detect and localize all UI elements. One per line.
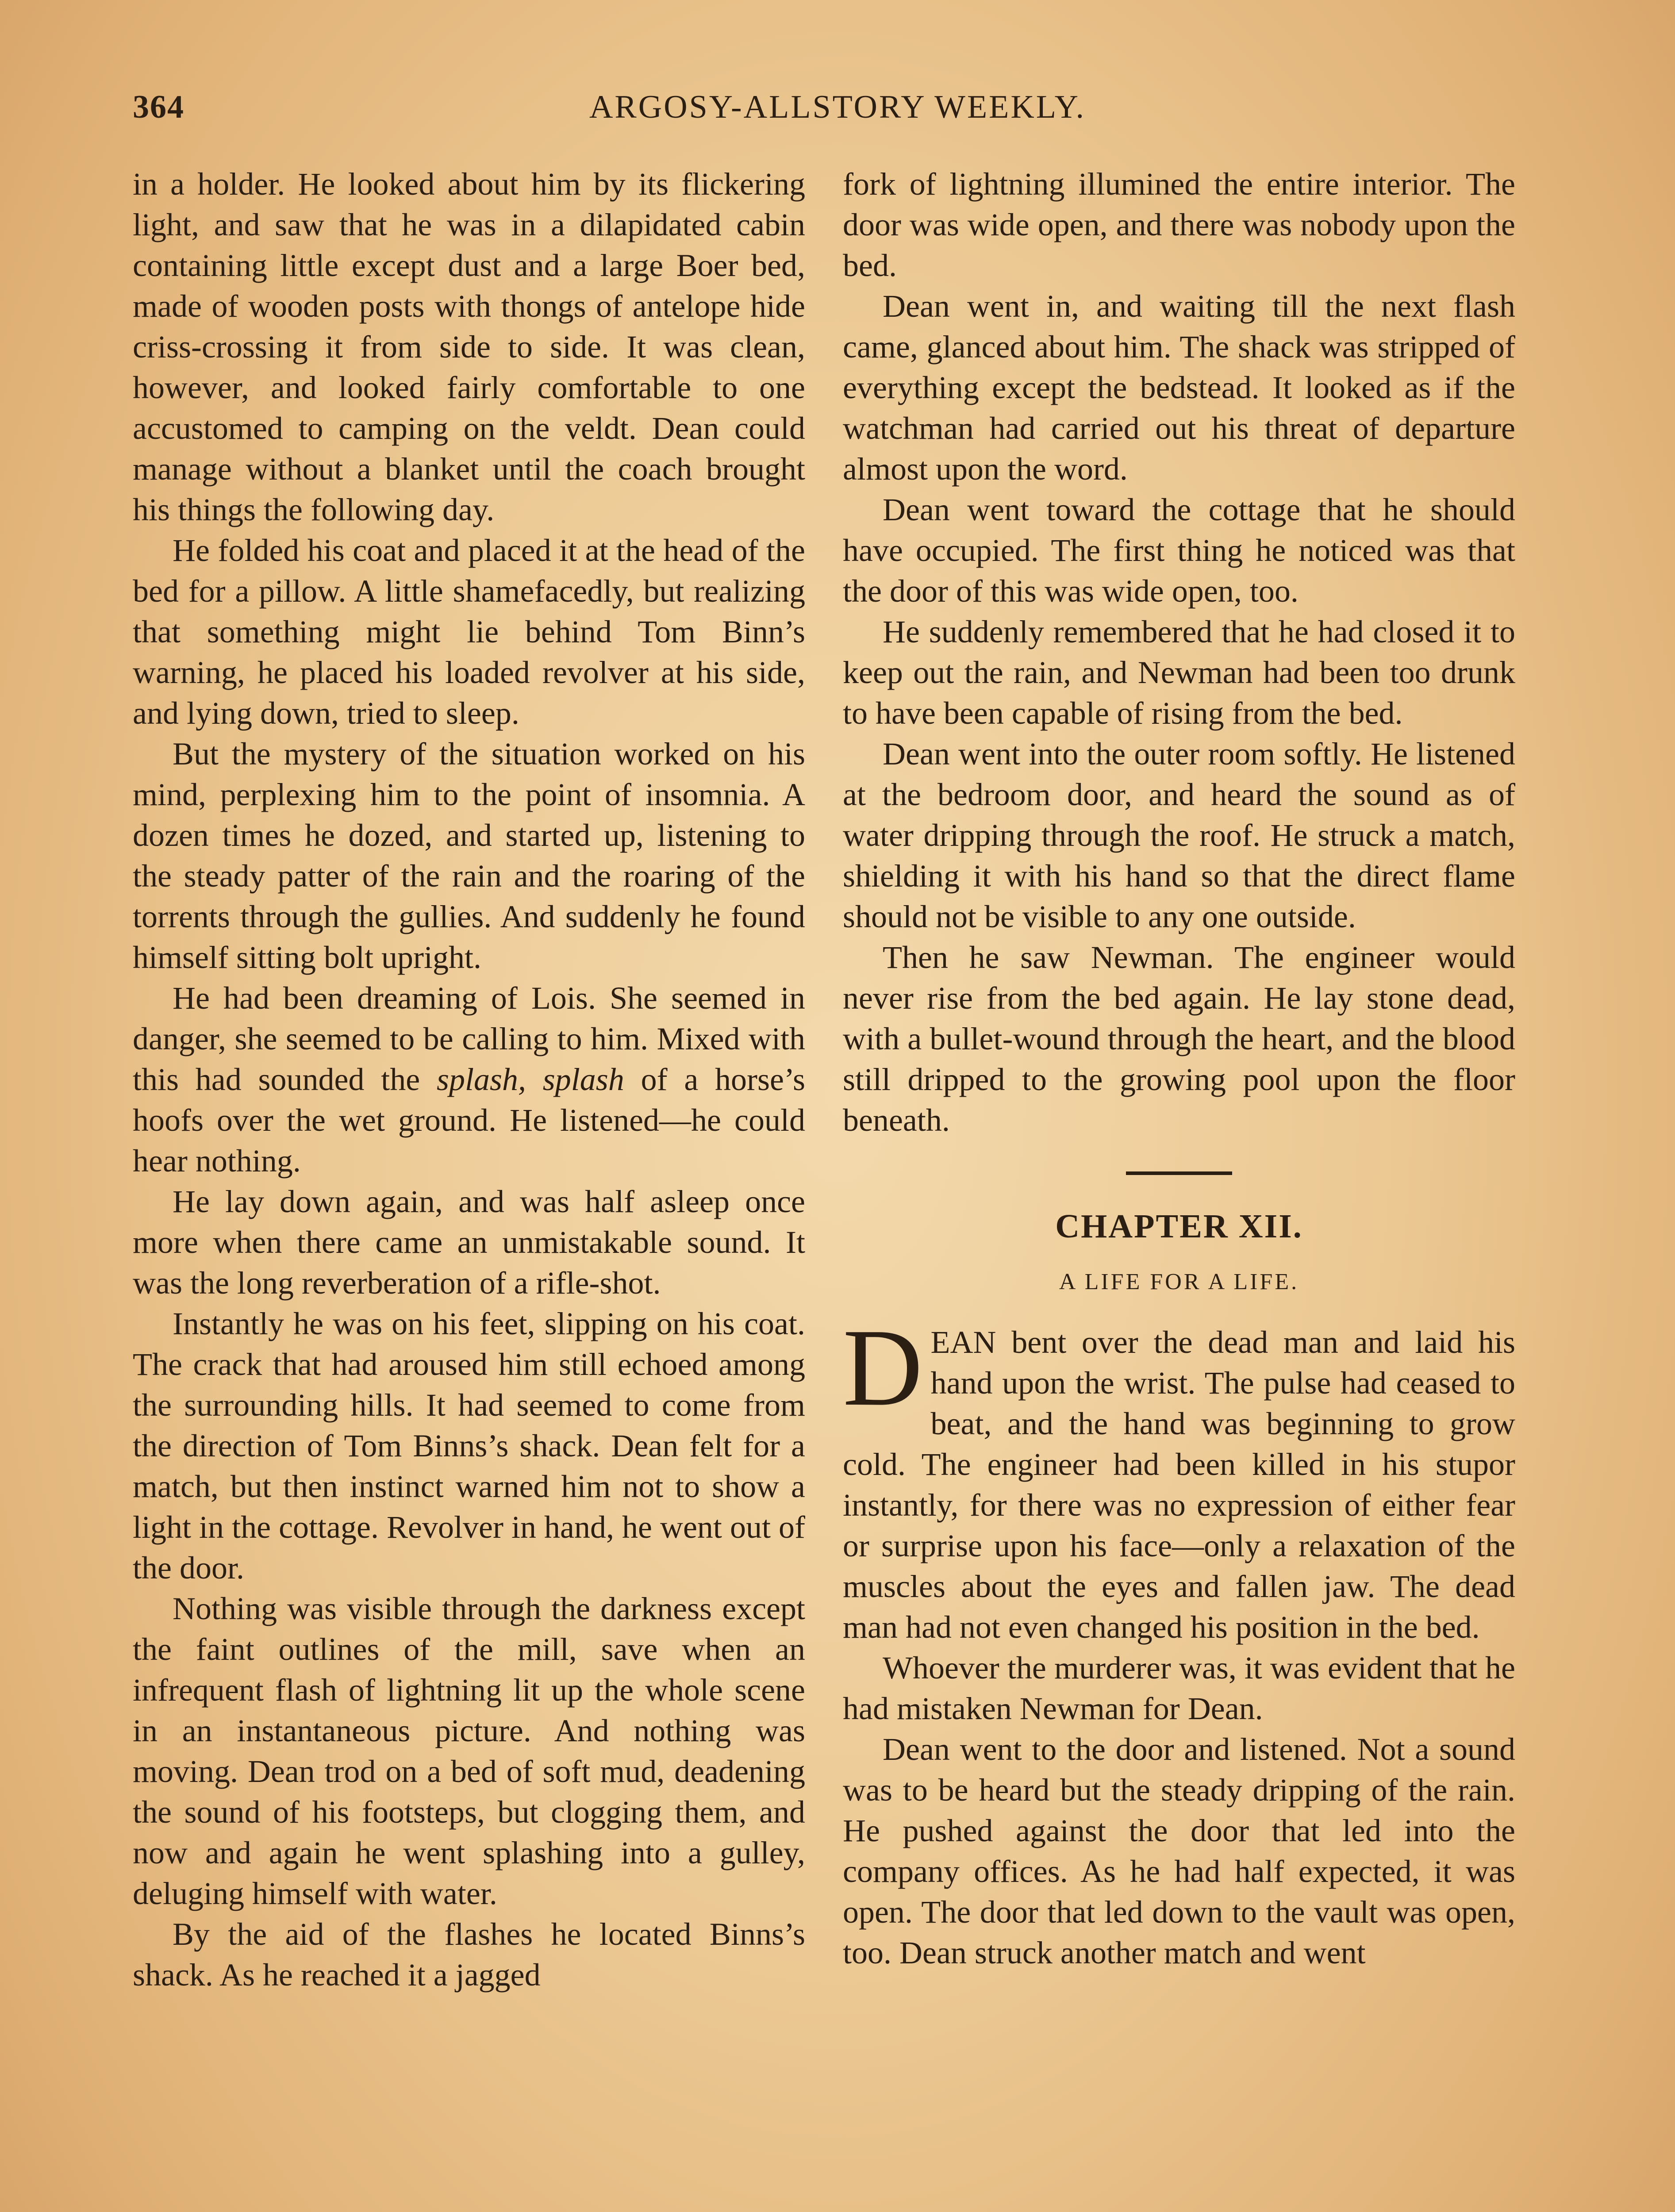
chapter-title: CHAPTER XII. — [1055, 1208, 1303, 1245]
paragraph: Then he saw Newman. The engineer would never rise from the bed again. He lay stone dead, with a bullet-wound through the heart, and the blood still dripped to the growing pool upon the floor beneath. — [843, 940, 1515, 1138]
paragraph: He folded his coat and placed it at the head of the bed for a pillow. A little shamefacedly, but realizing that something might lie behind Tom Binn’s warning, he placed his loaded revolver at his side, and lying down, tried to sleep. — [133, 533, 805, 731]
running-title: ARGOSY-ALLSTORY WEEKLY. — [589, 89, 1086, 125]
paragraph-text: He had been dreaming of Lois. She seemed in danger, she seemed to be calling to him. Mixed with this had sounded the — [133, 980, 805, 1097]
page-header — [133, 88, 1542, 137]
paragraph: Dean went in, and waiting till the next flash came, glanced about him. The shack was stripped of everything except the bedstead. It looked as if the watchman had carried out his threat of departure almost upon the word. — [843, 288, 1515, 487]
paragraph: Instantly he was on his feet, slipping on his coat. The crack that had aroused him still echoed among the surrounding hills. It had seemed to come from the direction of Tom Binns’s shack. Dean felt for a match, but then instinct warned him not to show a light in the cottage. Revolver in hand, he went out of the door. — [133, 1306, 805, 1586]
paragraph: in a holder. He looked about him by its flickering light, and saw that he was in a dilapidated cabin containing little except dust and a large Boer bed, made of wooden posts with thongs of antelope hide criss-crossing it from side to side. It was clean, however, and looked fairly comfortable to one accustomed to camping on the veldt. Dean could manage without a blanket until the coach brought his things the following day. — [133, 166, 805, 527]
paragraph-text: of a horse’s hoofs over the wet ground. He listened—he could hear nothing. — [133, 1062, 806, 1179]
paragraph: By the aid of the flashes he located Binns’s shack. As he reached it a jagged — [133, 1916, 805, 1993]
chapter-opening-paragraph — [843, 1306, 1515, 1647]
left-column — [133, 164, 805, 1995]
paragraph: fork of lightning illumined the entire interior. The door was wide open, and there was nobody upon the bed. — [843, 166, 1515, 283]
paragraph: He suddenly remembered that he had closed it to keep out the rain, and Newman had been too drunk to have been capable of rising from the bed. — [843, 614, 1515, 731]
paragraph: Whoever the murderer was, it was evident that he had mistaken Newman for Dean. — [843, 1650, 1515, 1726]
paragraph: Dean went into the outer room softly. He listened at the bedroom door, and heard the sound as of water dripping through the roof. He struck a match, shielding it with his hand so that the direct flame should not be visible to any one outside. — [843, 736, 1515, 934]
paragraph: Dean went to the door and listened. Not a sound was to be heard but the steady dripping of the rain. He pushed against the door that led into the company offices. As he had half expected, it was open. The door that led down to the vault was open, too. Dean struck another match and went — [843, 1732, 1515, 1970]
right-column — [843, 164, 1515, 1973]
chapter-subtitle: A LIFE FOR A LIFE. — [1059, 1269, 1299, 1294]
paragraph: He lay down again, and was half asleep once more when there came an unmistakable sound. It was the long reverberation of a rifle-shot. — [133, 1184, 805, 1301]
section-divider — [1126, 1171, 1232, 1175]
paragraph: Nothing was visible through the darkness except the faint outlines of the mill, save when an infrequent flash of lightning lit up the whole scene in an instantaneous picture. And nothing was moving. Dean trod on a bed of soft mud, deadening the sound of his footsteps, but clogging them, and now and again he went splashing into a gulley, deluging himself with water. — [133, 1591, 805, 1911]
drop-cap: D — [843, 1306, 923, 1429]
paragraph: Dean went toward the cottage that he should have occupied. The first thing he noticed was that the door of this was wide open, too. — [843, 492, 1515, 609]
paragraph — [133, 978, 805, 1181]
paragraph-text: EAN bent over the dead man and laid his hand upon the wrist. The pulse had ceased to beat, and the hand was beginning to grow cold. The engineer had been killed in his stupor instantly, for there was no expression of either fear or surprise upon his face—only a relaxation of the muscles about the eyes and fallen jaw. The dead man had not even changed his position in the bed. — [843, 1325, 1515, 1645]
page-number: 364 — [133, 89, 184, 125]
italic-text: splash, splash — [436, 1062, 624, 1097]
paragraph: But the mystery of the situation worked on his mind, perplexing him to the point of insomnia. A dozen times he dozed, and started up, listening to the steady patter of the rain and the roaring of the torrents through the gullies. And suddenly he found himself sitting bolt upright. — [133, 736, 805, 975]
